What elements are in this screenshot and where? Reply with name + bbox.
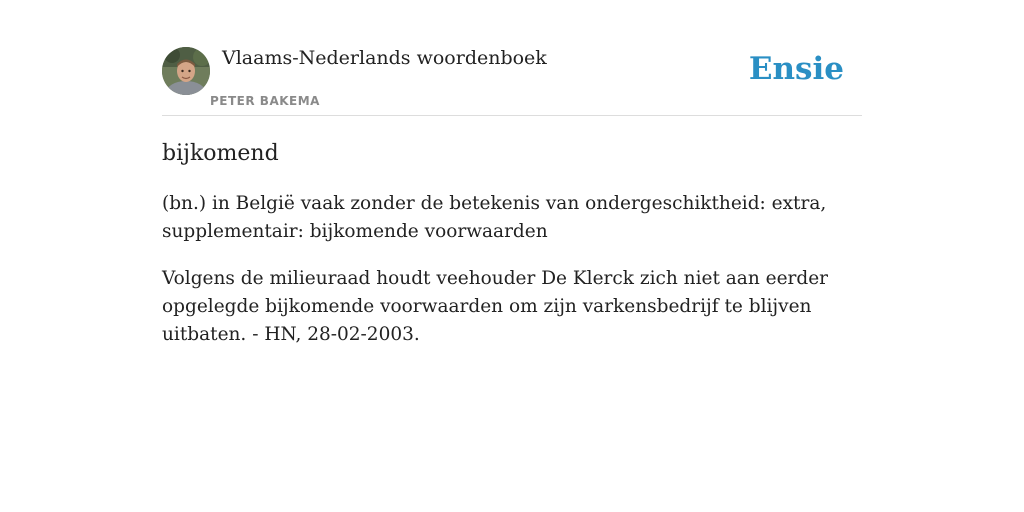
header xyxy=(162,47,862,116)
entry-content xyxy=(162,138,862,368)
avatar-photo-icon xyxy=(162,47,210,95)
author-avatar[interactable] xyxy=(162,47,210,95)
author-name[interactable]: PETER BAKEMA xyxy=(210,94,320,108)
entry-definition: (bn.) in België vaak zonder de betekenis van ondergeschiktheid: extra, supplementair: bijkomende voorwaarden xyxy=(162,193,827,242)
brand-logo[interactable]: Ensie xyxy=(748,51,844,87)
entry-term: bijkomend xyxy=(162,141,279,166)
entry-example: Volgens de milieuraad houdt veehouder De Klerck zich niet aan eerder opgelegde bijkomende voorwaarden om zijn varkensbedrijf te blijven uitbaten. - HN, 28-02-2003. xyxy=(162,268,828,345)
dictionary-title[interactable]: Vlaams-Nederlands woordenboek xyxy=(222,47,547,69)
